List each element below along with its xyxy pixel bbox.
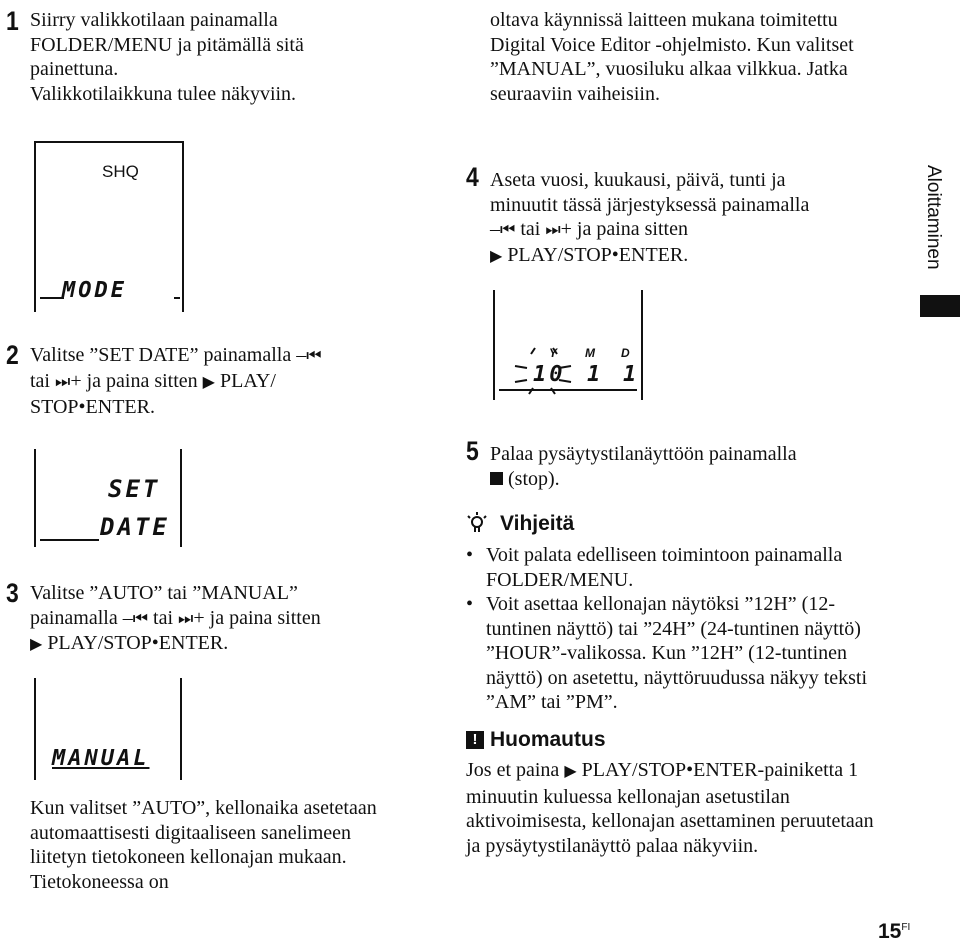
lcd-display-mode — [34, 140, 184, 312]
section-side-tab: Aloittaminen — [923, 165, 944, 270]
lcd-date-text: DATE — [100, 513, 170, 541]
step-5-line2: (stop). — [508, 467, 560, 490]
step-2-line2c: PLAY/ — [219, 369, 276, 392]
step-1-text — [30, 8, 365, 106]
lcd-year-label: Y — [549, 346, 558, 360]
lcd-quality-label: SHQ — [102, 162, 139, 181]
step-3-text — [30, 581, 420, 658]
page-number-suffix: FI — [901, 922, 911, 933]
note-heading: Huomautus — [490, 728, 606, 751]
step-5-text — [490, 442, 890, 491]
lcd-day-label: D — [621, 346, 630, 360]
lcd-month-value: 1 — [587, 362, 604, 387]
lcd-display-set-date — [34, 447, 182, 547]
hints-list — [466, 543, 896, 715]
step-1-instruction: Siirry valikkotilaan painamalla FOLDER/MENU ja pitämällä sitä painettuna. — [30, 9, 304, 80]
step-1-number: 1 — [6, 6, 19, 36]
lcd-manual-text: MANUAL — [52, 746, 150, 771]
step-3-line3: PLAY/STOP•ENTER. — [47, 632, 229, 654]
step-4-number: 4 — [466, 162, 479, 192]
step-5-line1: Palaa pysäytystilanäyttöön painamalla — [490, 443, 797, 465]
step-2-line2b: + ja paina sitten — [70, 369, 198, 392]
step-4-text — [490, 168, 890, 269]
lcd-mode-text: MODE — [62, 278, 127, 303]
step-2-line2: tai — [30, 369, 50, 392]
step-3-line1: Valitse ”AUTO” tai ”MANUAL” — [30, 582, 298, 604]
play-icon: ▶ — [30, 636, 43, 653]
note-section — [466, 728, 876, 858]
next-track-icon: ⏭ — [178, 608, 194, 628]
step-4-line1: Aseta vuosi, kuukausi, päivä, tunti ja — [490, 169, 786, 191]
step-3-line2c: + ja paina sitten — [193, 606, 321, 629]
step-2-text — [30, 343, 400, 420]
hints-heading: Vihjeitä — [500, 512, 575, 535]
lcd-set-text: SET — [108, 475, 161, 503]
stop-icon — [490, 472, 503, 485]
lcd-year-value: 10 — [533, 362, 566, 387]
step-3-number: 3 — [6, 578, 19, 608]
previous-track-icon: ⏮ — [306, 346, 322, 365]
step-2-number: 2 — [6, 340, 19, 370]
lcd-display-date-entry — [493, 290, 643, 402]
previous-track-icon: ⏮ — [500, 220, 516, 239]
step-4-line2: minuutit tässä järjestyksessä painamalla — [490, 193, 810, 216]
step-4-line3a: – — [490, 218, 500, 240]
page-number-value: 15 — [878, 920, 902, 943]
step-1-result: Valikkotilaikkuna tulee näkyviin. — [30, 82, 297, 105]
side-tab-marker — [920, 295, 960, 317]
page-number — [878, 920, 910, 944]
step-2-line1: Valitse ”SET DATE” painamalla – — [30, 344, 307, 366]
previous-track-icon: ⏮ — [132, 608, 149, 628]
note-text — [466, 758, 876, 858]
lcd-month-label: M — [585, 346, 595, 360]
step-3-line2a: painamalla – — [30, 606, 133, 629]
step-2-line3: STOP•ENTER. — [30, 396, 155, 418]
next-track-icon: ⏭ — [55, 371, 71, 391]
lcd-display-manual — [34, 676, 182, 780]
step-5-number: 5 — [466, 436, 479, 466]
step-3-line2b: tai — [153, 606, 174, 629]
hint-item: • Voit asettaa kellonajan näytöksi ”12H” (12-tuntinen näyttö) tai ”24H” (24-tuntinen näyttö) ”HOUR”-valikossa. Kun ”12H” (12-tuntinen näyttö) on asetettu, näyttöruudussa näkyy teksti ”AM” tai ”PM”. — [466, 592, 896, 715]
play-icon: ▶ — [490, 247, 503, 265]
play-icon: ▶ — [202, 373, 215, 391]
column-2-continuation: oltava käynnissä laitteen mukana toimitettu Digital Voice Editor -ohjelmisto. Kun valitset ”MANUAL”, vuosiluku alkaa vilkkua. Jatka seuraaviin vaiheisiin. — [490, 9, 854, 105]
warning-icon: ! — [466, 731, 484, 749]
note-text-a: Jos et paina — [466, 759, 560, 781]
step-4-line4: PLAY/STOP•ENTER. — [507, 243, 689, 266]
note-text-b: PLAY/STOP•ENTER-painiketta 1 minuutin kuluessa kellonajan asetustilan aktivoimisesta, kellonajan asettaminen peruutetaan ja pysäytystilanäyttö palaa näkyviin. — [466, 759, 874, 857]
step-4-line3c: + ja paina sitten — [560, 218, 688, 240]
hint-item: • Voit palata edelliseen toimintoon painamalla FOLDER/MENU. — [466, 543, 896, 592]
step-4-line3b: tai — [520, 218, 541, 240]
next-track-icon: ⏭ — [545, 220, 561, 239]
lightbulb-icon — [466, 512, 488, 536]
step-3-note: Kun valitset ”AUTO”, kellonaika asetetaan automaattisesti digitaaliseen sanelimeen liitetyn tietokoneen kellonajan mukaan. Tietokoneessa on — [30, 797, 377, 893]
hints-section — [466, 512, 896, 715]
lcd-day-value: 1 — [623, 362, 640, 387]
play-icon: ▶ — [564, 763, 577, 780]
